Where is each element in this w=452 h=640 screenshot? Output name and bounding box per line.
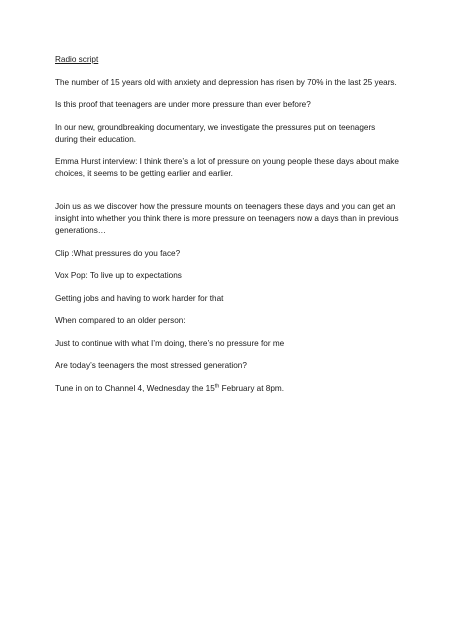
paragraph-jobs: Getting jobs and having to work harder for that [55, 293, 224, 303]
paragraph-question: Is this proof that teenagers are under more pressure than ever before? [55, 100, 311, 109]
paragraph-vox-pop: Vox Pop: To live up to expectations [55, 271, 182, 280]
paragraph-statistic: The number of 15 years old with anxiety and depression has risen by 70% in the last 25 years. [55, 77, 397, 87]
paragraph-older-person: When compared to an older person: [55, 316, 186, 325]
paragraph-tune-in [55, 383, 400, 395]
date-ordinal-suffix: th [214, 382, 220, 389]
tune-in-time: February at 8pm. [219, 383, 284, 393]
paragraph-stressed-generation: Are today’s teenagers the most stressed generation? [55, 361, 247, 370]
document-body [55, 54, 400, 405]
paragraph-clip: Clip :What pressures do you face? [55, 248, 181, 258]
paragraph-continue: Just to continue with what I’m doing, there’s no pressure for me [55, 338, 285, 348]
paragraph-interview: Emma Hurst interview: I think there’s a lot of pressure on young people these days about make choices, it seems to be getting earlier and earlier. [55, 157, 399, 178]
paragraph-join-us: Join us as we discover how the pressure mounts on teenagers these days and you can get an insight into whether you think there is more pressure on teenagers now a days than in previous generations… [55, 202, 399, 235]
paragraph-documentary: In our new, groundbreaking documentary, we investigate the pressures put on teenagers during their education. [55, 122, 376, 144]
document-title: Radio script [55, 55, 99, 64]
tune-in-text: Tune in on to Channel 4, Wednesday the 15 [55, 383, 215, 393]
